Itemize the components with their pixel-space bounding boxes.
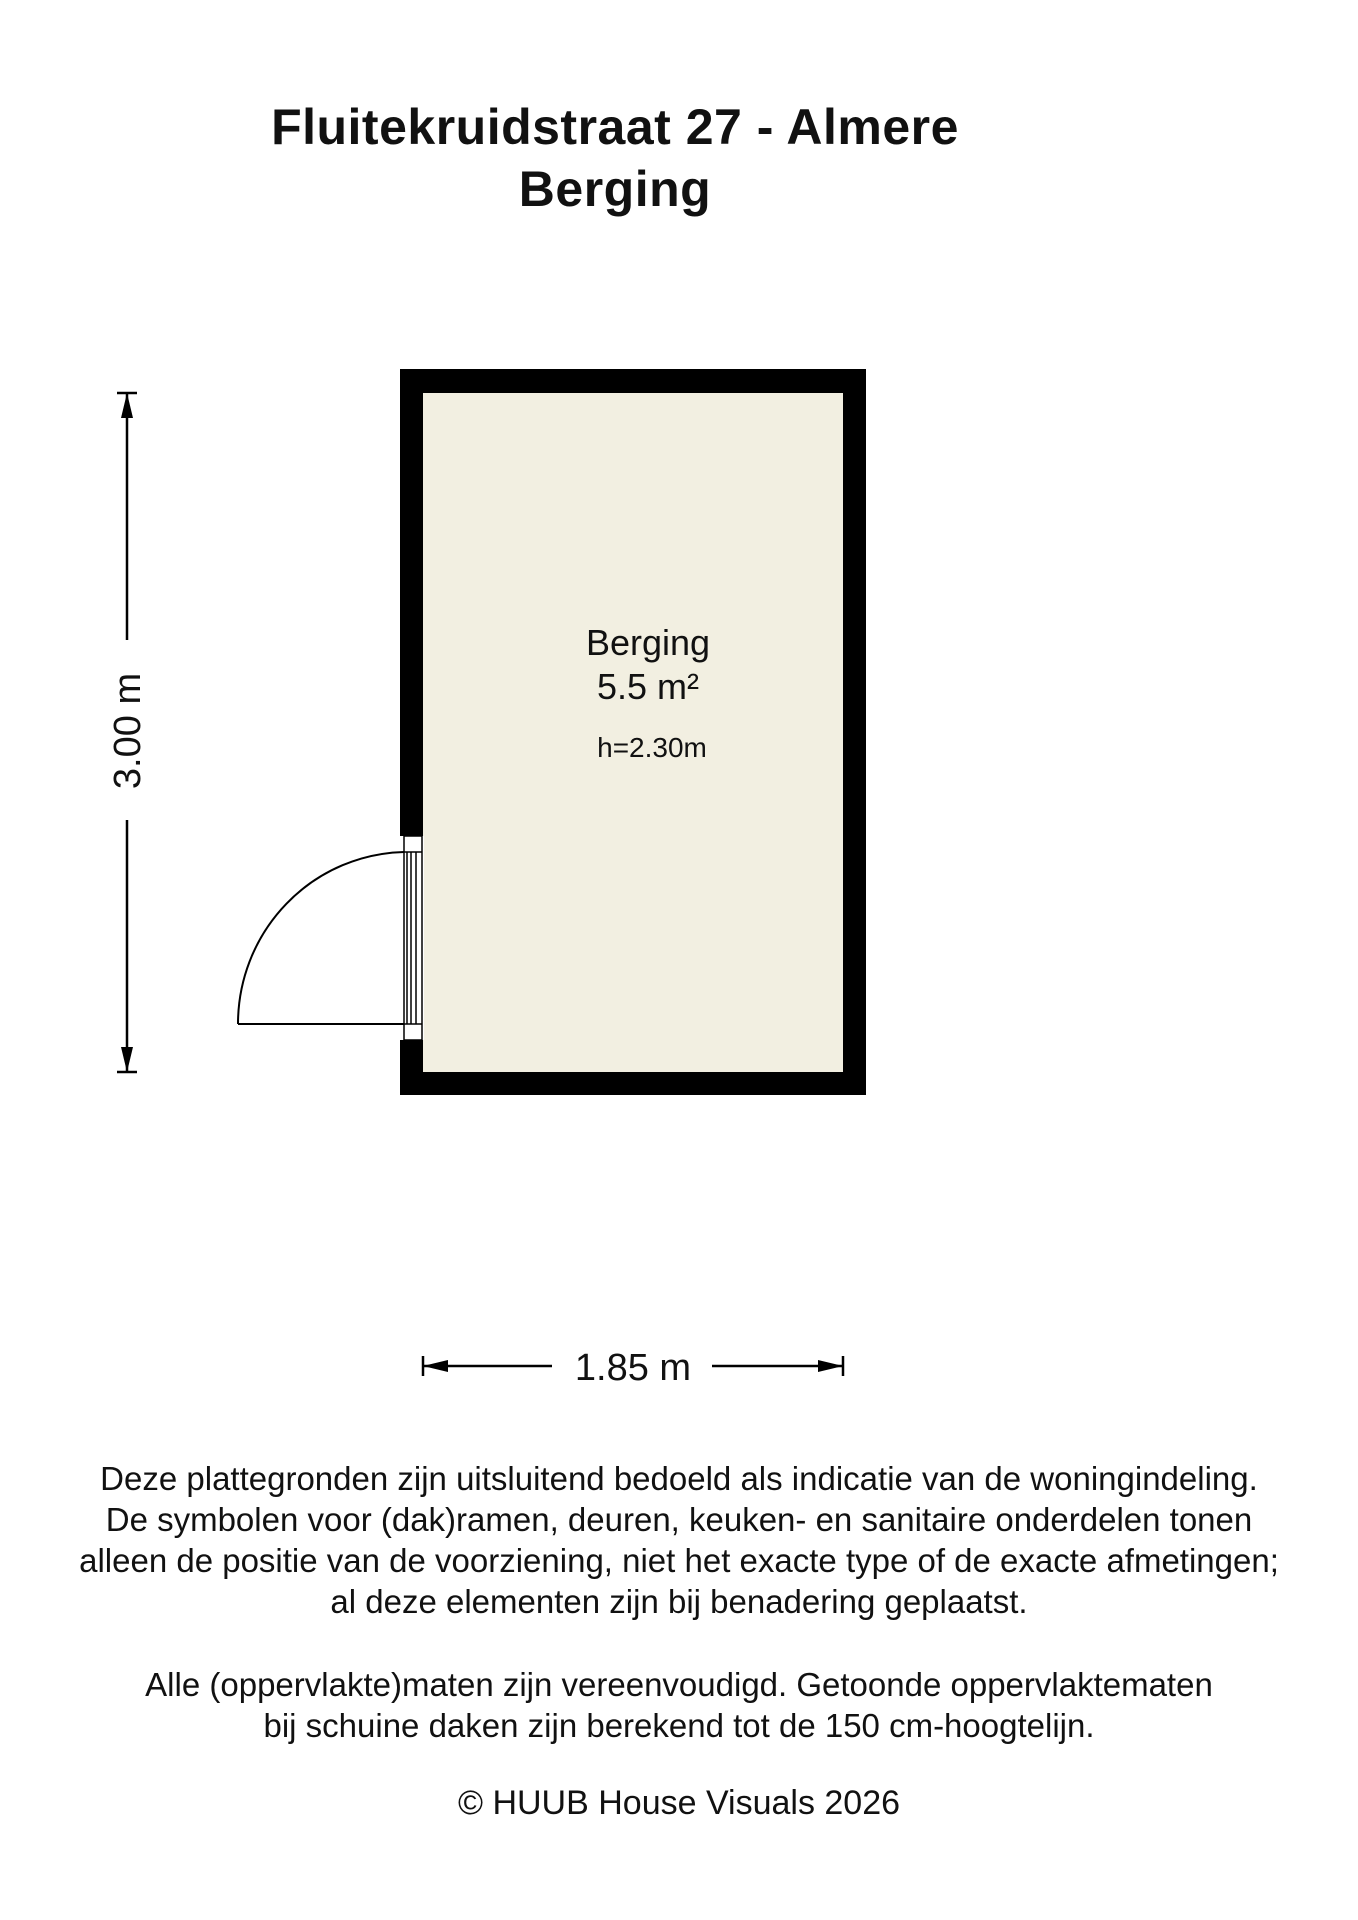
disclaimer-paragraph-1 <box>0 1458 1358 1622</box>
disclaimer-line: De symbolen voor (dak)ramen, deuren, keuken- en sanitaire onderdelen tonen <box>105 1501 1253 1538</box>
disclaimer-paragraph-2 <box>0 1664 1358 1746</box>
disclaimer-line: al deze elementen zijn bij benadering geplaatst. <box>330 1583 1028 1620</box>
disclaimer-line: Alle (oppervlakte)maten zijn vereenvoudigd. Getoonde oppervlaktematen <box>145 1666 1213 1703</box>
disclaimer-line: bij schuine daken zijn berekend tot de 150 cm-hoogtelijn. <box>263 1707 1095 1744</box>
disclaimer-line: Deze plattegronden zijn uitsluitend bedoeld als indicatie van de woningindeling. <box>100 1460 1258 1497</box>
plan-title-address: Fluitekruidstraat 27 - Almere <box>271 99 959 155</box>
horizontal-dimension-label: 1.85 m <box>574 1347 692 1389</box>
vertical-dimension-label: 3.00 m <box>107 672 149 790</box>
room-area: 5.5 m² <box>596 666 700 707</box>
door-swing-icon <box>238 852 404 1024</box>
room-name: Berging <box>585 622 711 663</box>
room-height: h=2.30m <box>597 732 707 763</box>
disclaimer-line: alleen de positie van de voorziening, niet het exacte type of de exacte afmetingen; <box>79 1542 1279 1579</box>
copyright-notice: © HUUB House Visuals 2026 <box>457 1784 901 1822</box>
plan-title-floor: Berging <box>518 161 712 217</box>
